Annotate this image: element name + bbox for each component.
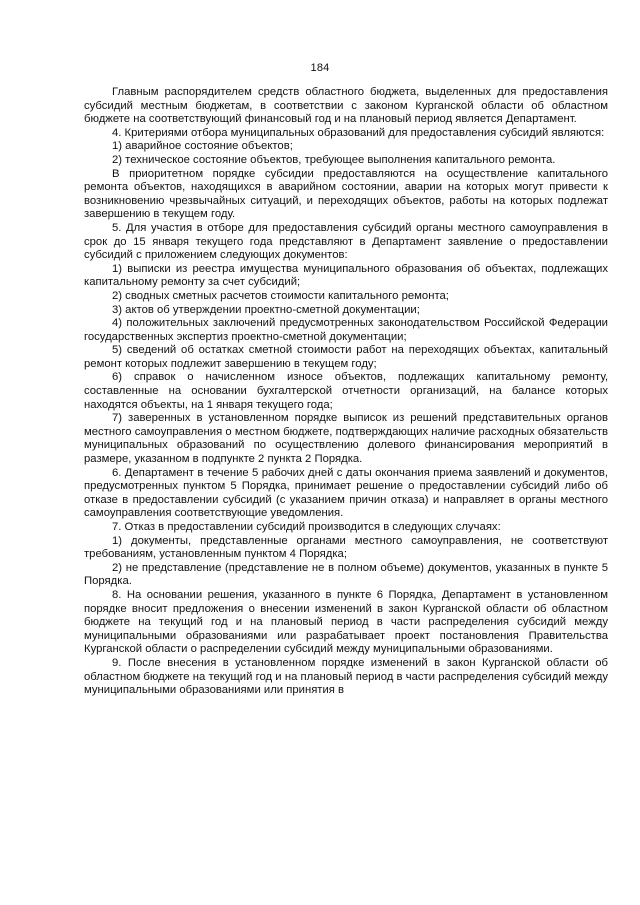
paragraph-10: 4) положительных заключений предусмотренных законодательством Российской Федерации государственных экспертиз проектно-сметной документации; [84, 317, 608, 343]
paragraph-11: 5) сведений об остатках сметной стоимости работ на переходящих объектах, капитальный ремонт которых подлежит завершению в текущем году; [84, 344, 608, 370]
paragraph-13: 7) заверенных в установленном порядке выписок из решений представительных органов местного самоуправления о местном бюджете, подтверждающих наличие расходных обязательств муниципальных образований по осуществлению долевого финансирования мероприятий в размере, указанном в подпункте 2 пункта 2 Порядка. [84, 412, 608, 466]
paragraph-4: 2) техническое состояние объектов, требующее выполнения капитального ремонта. [112, 153, 556, 166]
paragraph-12: 6) справок о начисленном износе объектов, подлежащих капитальному ремонту, составленные на основании бухгалтерской отчетности организаций, на балансе которых находятся объекты, на 1 января текущего года; [84, 371, 608, 411]
paragraph-6: 5. Для участия в отборе для предоставления субсидий органы местного самоуправления в срок до 15 января текущего года представляют в Департамент заявление о предоставлении субсидий с приложением следующих документов: [84, 221, 608, 262]
paragraph-7: 1) выписки из реестра имущества муниципального образования об объектах, подлежащих капитальному ремонту за счет субсидий; [84, 262, 608, 289]
paragraph-9: 3) актов об утверждении проектно-сметной документации; [112, 303, 420, 316]
paragraph-8: 2) сводных сметных расчетов стоимости капитального ремонта; [112, 289, 449, 302]
paragraph-5: В приоритетном порядке субсидии предоставляются на осуществление капитального ремонта объектов, находящихся в аварийном состоянии, аварии на которых могут привести к возникновению чрезвычайных ситуаций, и переходящих объектов, работы на которых подлежат завершению в текущем году. [84, 167, 608, 221]
paragraph-19: 9. После внесения в установленном порядке изменений в закон Курганской области об областном бюджете на текущий год и на плановый период в части распределения субсидий между муниципальными образованиями или принятия в [84, 656, 608, 697]
paragraph-2: 4. Критериями отбора муниципальных образований для предоставления субсидий являются: [112, 126, 605, 139]
paragraph-16: 1) документы, представленные органами местного самоуправления, не соответствуют требованиям, установленным пунктом 4 Порядка; [84, 534, 608, 561]
document-body [84, 86, 608, 698]
page-number: 184 [310, 62, 330, 74]
paragraph-3: 1) аварийное состояние объектов; [112, 140, 293, 153]
paragraph-17: 2) не представление (представление не в полном объеме) документов, указанных в пункте 5 Порядка. [84, 561, 608, 588]
paragraph-15: 7. Отказ в предоставлении субсидий производится в следующих случаях: [112, 521, 501, 533]
paragraph-14: 6. Департамент в течение 5 рабочих дней с даты окончания приема заявлений и документов, предусмотренных пунктом 5 Порядка, принимает решение о предоставлении субсидий либо об отказе в предоставлении субсидий (с указанием причин отказа) и направляет в органы местного самоуправления соответствующие уведомления. [84, 466, 608, 520]
paragraph-1: Главным распорядителем средств областного бюджета, выделенных для предоставления субсидий местным бюджетам, в соответствии с законом Курганской области об областном бюджете на соответствующий финансовый год и на плановый период является Департамент. [84, 86, 608, 126]
paragraph-18: 8. На основании решения, указанного в пункте 6 Порядка, Департамент в установленном порядке вносит предложения о внесении изменений в закон Курганской области об областном бюджете на текущий год и на плановый период в части распределения субсидий между муниципальными образованиями или разрабатывает проект постановления Правительства Курганской области о распределении субсидий между муниципальными образованиями. [84, 588, 608, 656]
